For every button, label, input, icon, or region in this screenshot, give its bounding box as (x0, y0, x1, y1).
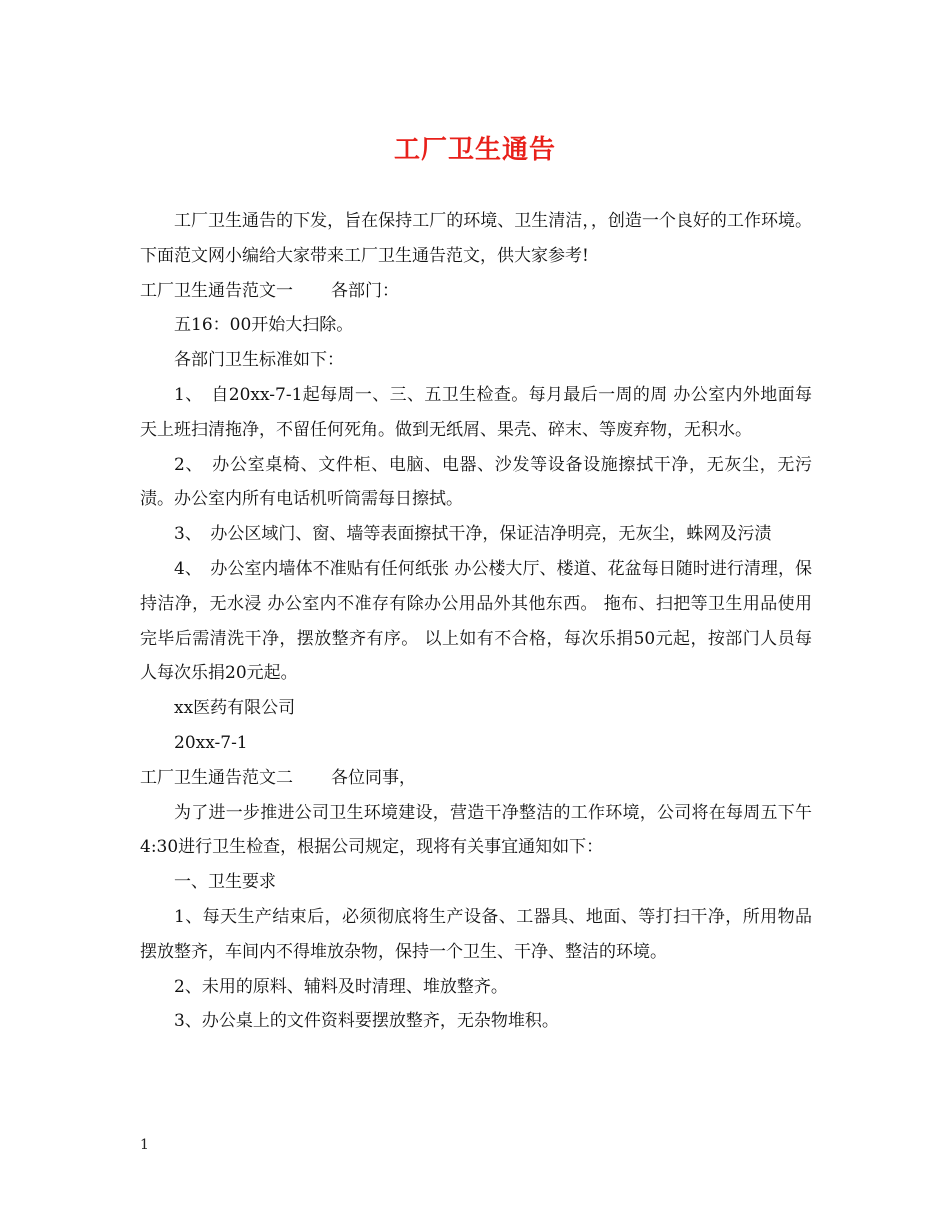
sample1-item-3: 3、 办公区域门、窗、墙等表面擦拭干净，保证洁净明亮，无灰尘，蛛网及污渍 (174, 524, 772, 545)
sample2-addressee: 各位同事， (331, 767, 416, 788)
sample2-item-1: 1、每天生产结束后，必须彻底将生产设备、工器具、地面、等打扫干净，所用物品摆放整齐，车间内不得堆放杂物，保持一个卫生、干净、整洁的环境。 (140, 906, 812, 962)
sample1-company: xx医药有限公司 (174, 698, 296, 719)
sample1-time: 五16：00开始大扫除。 (174, 315, 354, 336)
document-body (140, 204, 812, 1039)
sample1-heading: 工厂卫生通告范文一 (140, 280, 293, 301)
sample1-heading-line (140, 274, 812, 309)
sample2-item-2: 2、未用的原料、辅料及时清理、堆放整齐。 (174, 976, 508, 997)
sample1-date: 20xx-7-1 (174, 732, 248, 753)
page-number: 1 (140, 1137, 149, 1153)
sample2-intro: 为了进一步推进公司卫生环境建设，营造干净整洁的工作环境，公司将在每周五下午4:30进行卫生检查，根据公司规定，现将有关事宜通知如下： (140, 802, 812, 858)
document-title: 工厂卫生通告 (393, 135, 556, 165)
sample2-heading-line (140, 761, 812, 796)
intro-paragraph: 工厂卫生通告的下发，旨在保持工厂的环境、卫生清洁，，创造一个良好的工作环境。下面范文网小编给大家带来工厂卫生通告范文，供大家参考! (140, 211, 812, 266)
sample2-item-3: 3、办公桌上的文件资料要摆放整齐，无杂物堆积。 (174, 1011, 559, 1032)
sample2-section-title: 一、卫生要求 (174, 872, 276, 893)
sample2-heading: 工厂卫生通告范文二 (140, 767, 293, 788)
sample1-item-1: 1、 自20xx-7-1起每周一、三、五卫生检查。每月最后一周的周 办公室内外地面每天上班扫清拖净，不留任何死角。做到无纸屑、果壳、碎末、等废弃物，无积水。 (140, 384, 812, 440)
sample1-addressee: 各部门： (331, 280, 399, 301)
sample1-item-4: 4、 办公室内墙体不准贴有任何纸张 办公楼大厅、楼道、花盆每日随时进行清理，保持洁净，无水浸 办公室内不准存有除办公用品外其他东西。 拖布、扫把等卫生用品使用完毕后需清洗干净，摆放整齐有序。 以上如有不合格，每次乐捐50元起，按部门人员每人每次乐捐20元起。 (140, 558, 812, 684)
sample1-standards-intro: 各部门卫生标准如下： (174, 350, 344, 371)
sample1-item-2: 2、 办公室桌椅、文件柜、电脑、电器、沙发等设备设施擦拭干净，无灰尘，无污渍。办公室内所有电话机听筒需每日擦拭。 (140, 454, 812, 510)
